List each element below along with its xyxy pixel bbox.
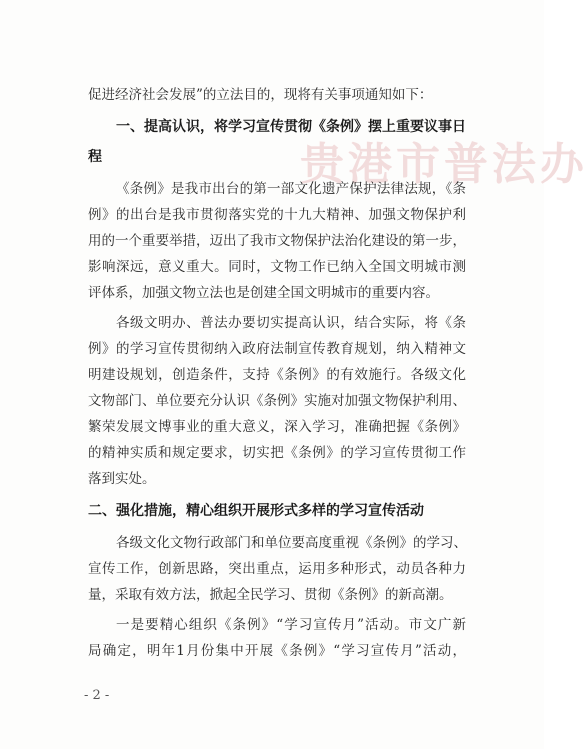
text-line: 促进经济社会发展”的立法目的，现将有关事项通知如下： [88, 87, 433, 103]
paragraph-2-line: 的精神实质和规定要求，切实把《条例》的学习宣传贯彻工作 [88, 445, 466, 461]
paragraph-4-line: 局确定，明年1月份集中开展《条例》“学习宣传月”活动， [88, 643, 466, 659]
document-body [88, 82, 466, 664]
paragraph-1-line: 评体系，加强文物立法也是创建全国文明城市的重要内容。 [88, 285, 439, 301]
paragraph-1-line: 例》的出台是我市贯彻落实党的十九大精神、加强文物保护利 [88, 207, 466, 223]
paragraph-2-line: 明建设规划，创造条件，支持《条例》的有效施行。各级文化 [88, 367, 466, 383]
section-heading-1-cont: 程 [88, 149, 102, 165]
paragraph-1-line: 《条例》是我市出台的第一部文化遗产保护法律法规，《条 [116, 181, 466, 197]
paragraph-3-line: 量，采取有效方法，掀起全民学习、贯彻《条例》的新高潮。 [88, 587, 453, 603]
paragraph-2-line: 落到实处。 [88, 471, 156, 487]
paragraph-1-line: 影响深远，意义重大。同时，文物工作已纳入全国文明城市测 [88, 259, 466, 275]
paragraph-2-line: 繁荣发展文博事业的重大意义，深入学习，准确把握《条例》 [88, 419, 466, 435]
paragraph-4-line: 一是要精心组织《条例》“学习宣传月”活动。市文广新 [116, 617, 466, 633]
paragraph-2-line: 各级文明办、普法办要切实提高认识，结合实际，将《条 [116, 315, 466, 331]
paragraph-3-line: 宣传工作，创新思路，突出重点，运用多种形式，动员各种力 [88, 561, 466, 577]
section-heading-2: 二、强化措施，精心组织开展形式多样的学习宣传活动 [88, 503, 424, 519]
page-number: - 2 - [84, 688, 110, 703]
paragraph-1-line: 用的一个重要举措，迈出了我市文物保护法治化建设的第一步， [88, 233, 466, 249]
section-heading-1: 一、提高认识，将学习宣传贯彻《条例》摆上重要议事日 [116, 119, 466, 135]
paragraph-2-line: 例》的学习宣传贯彻纳入政府法制宣传教育规划，纳入精神文 [88, 341, 466, 357]
paragraph-2-line: 文物部门、单位要充分认识《条例》实施对加强文物保护利用、 [88, 393, 466, 409]
paragraph-3-line: 各级文化文物行政部门和单位要高度重视《条例》的学习、 [116, 535, 467, 551]
watermark-stamp: 贵港市普法办 [300, 139, 588, 190]
